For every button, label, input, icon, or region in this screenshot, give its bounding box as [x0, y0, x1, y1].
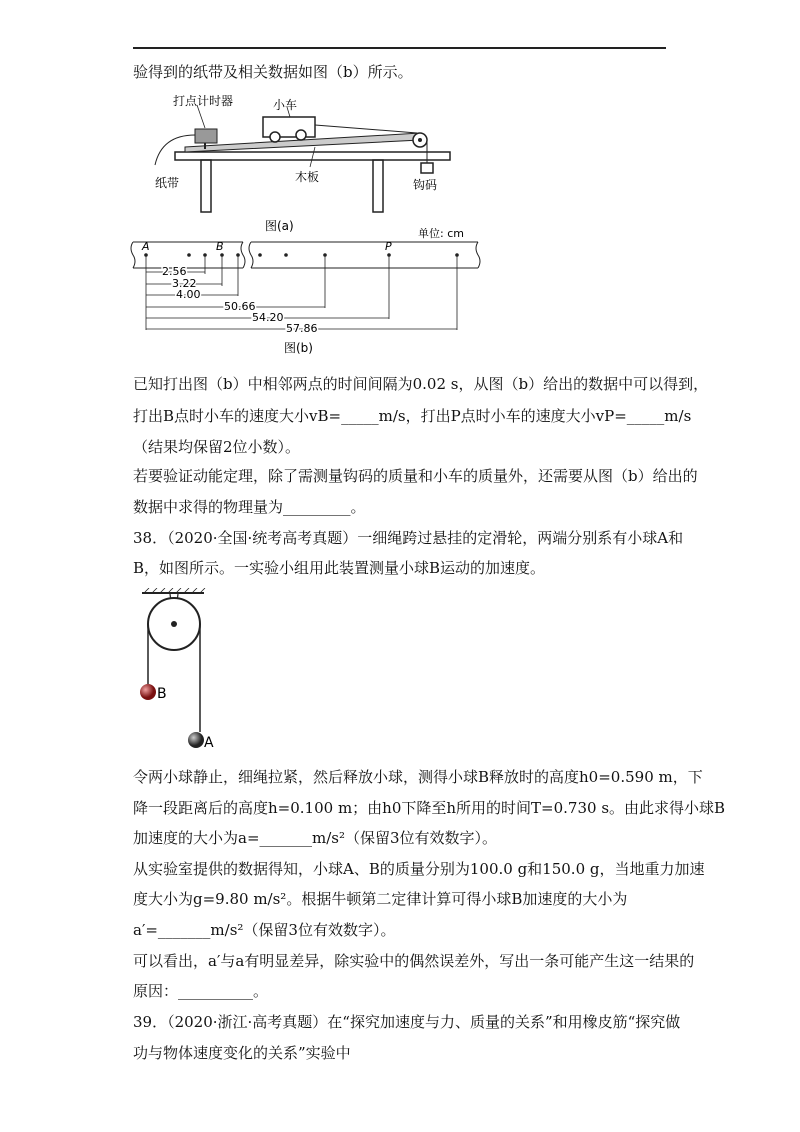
dist-1: 2.56	[162, 265, 187, 278]
dist-3: 4.00	[176, 288, 201, 301]
dist-5: 54.20	[252, 311, 284, 324]
text-line: 已知打出图（b）中相邻两点的时间间隔为0.02 s，从图（b）给出的数据中可以得到，	[133, 375, 709, 393]
text-line: 39．（2020·浙江·高考真题）在“探究加速度与力、质量的关系”和用橡皮筋“探究做	[133, 1013, 681, 1031]
cart-wheel	[296, 130, 306, 140]
dist-6: 57.86	[286, 322, 318, 335]
text-line: （结果均保留2位小数）。	[133, 438, 301, 456]
unit-label: 单位: cm	[418, 228, 464, 240]
label-cart: 小车	[273, 98, 298, 112]
text-line: a′=_______m/s²（保留3位有效数字）。	[133, 921, 396, 939]
label-ball-A: A	[204, 735, 214, 751]
caption-b: 图(b)	[284, 341, 313, 355]
text-line: B，如图所示。一实验小组用此装置测量小球B运动的加速度。	[133, 559, 546, 577]
text-line: 38．（2020·全国·统考高考真题）一细绳跨过悬挂的定滑轮，两端分别系有小球A和	[133, 529, 684, 547]
point-A: A	[142, 240, 150, 253]
text-line: 降一段距离后的高度h=0.100 m；由h0下降至h所用的时间T=0.730 s。由此求得小球B	[133, 799, 726, 817]
text-line: 打出B点时小车的速度大小vB=_____m/s，打出P点时小车的速度大小vP=_____m/s	[133, 407, 692, 425]
label-board: 木板	[295, 170, 320, 184]
label-ball-B: B	[157, 686, 167, 702]
label-tape: 纸带	[155, 176, 180, 190]
text-line: 数据中求得的物理量为_________。	[133, 498, 366, 516]
hanging-weight	[421, 163, 433, 173]
text-line: 加速度的大小为a=_______m/s²（保留3位有效数字）。	[133, 829, 498, 847]
figure-b	[128, 228, 488, 358]
timer-device	[195, 129, 217, 143]
text-line: 功与物体速度变化的关系”实验中	[133, 1044, 351, 1062]
figure-pulley	[128, 588, 238, 753]
text-line: 原因：__________。	[133, 982, 269, 1000]
point-B: B	[216, 240, 224, 253]
string	[315, 125, 417, 133]
point-P: P	[385, 240, 392, 253]
text-line: 若要验证动能定理，除了需测量钩码的质量和小车的质量外，还需要从图（b）给出的	[133, 467, 698, 485]
text-line: 令两小球静止，细绳拉紧，然后释放小球，测得小球B释放时的高度h0=0.590 m，下	[133, 768, 703, 786]
label-weight: 钩码	[413, 178, 438, 192]
text-line: 可以看出，a′与a有明显差异，除实验中的偶然误差外，写出一条可能产生这一结果的	[133, 952, 695, 970]
table-leg-right	[373, 160, 383, 212]
caption-a: 图(a)	[265, 219, 294, 233]
header-rule	[133, 47, 666, 49]
dist-2: 3.22	[172, 277, 197, 290]
text-line: 从实验室提供的数据得知，小球A、B的质量分别为100.0 g和150.0 g，当地重力加速	[133, 860, 705, 878]
cart-wheel	[270, 132, 280, 142]
text-line: 度大小为g=9.80 m/s²。根据牛顿第二定律计算可得小球B加速度的大小为	[133, 890, 628, 908]
table-leg-left	[201, 160, 211, 212]
text-line: 验得到的纸带及相关数据如图（b）所示。	[133, 63, 413, 81]
ball-B	[140, 684, 156, 700]
figure-a	[145, 95, 475, 235]
ball-A	[188, 732, 204, 748]
dist-4: 50.66	[224, 300, 256, 313]
label-timer: 打点计时器	[173, 95, 234, 108]
